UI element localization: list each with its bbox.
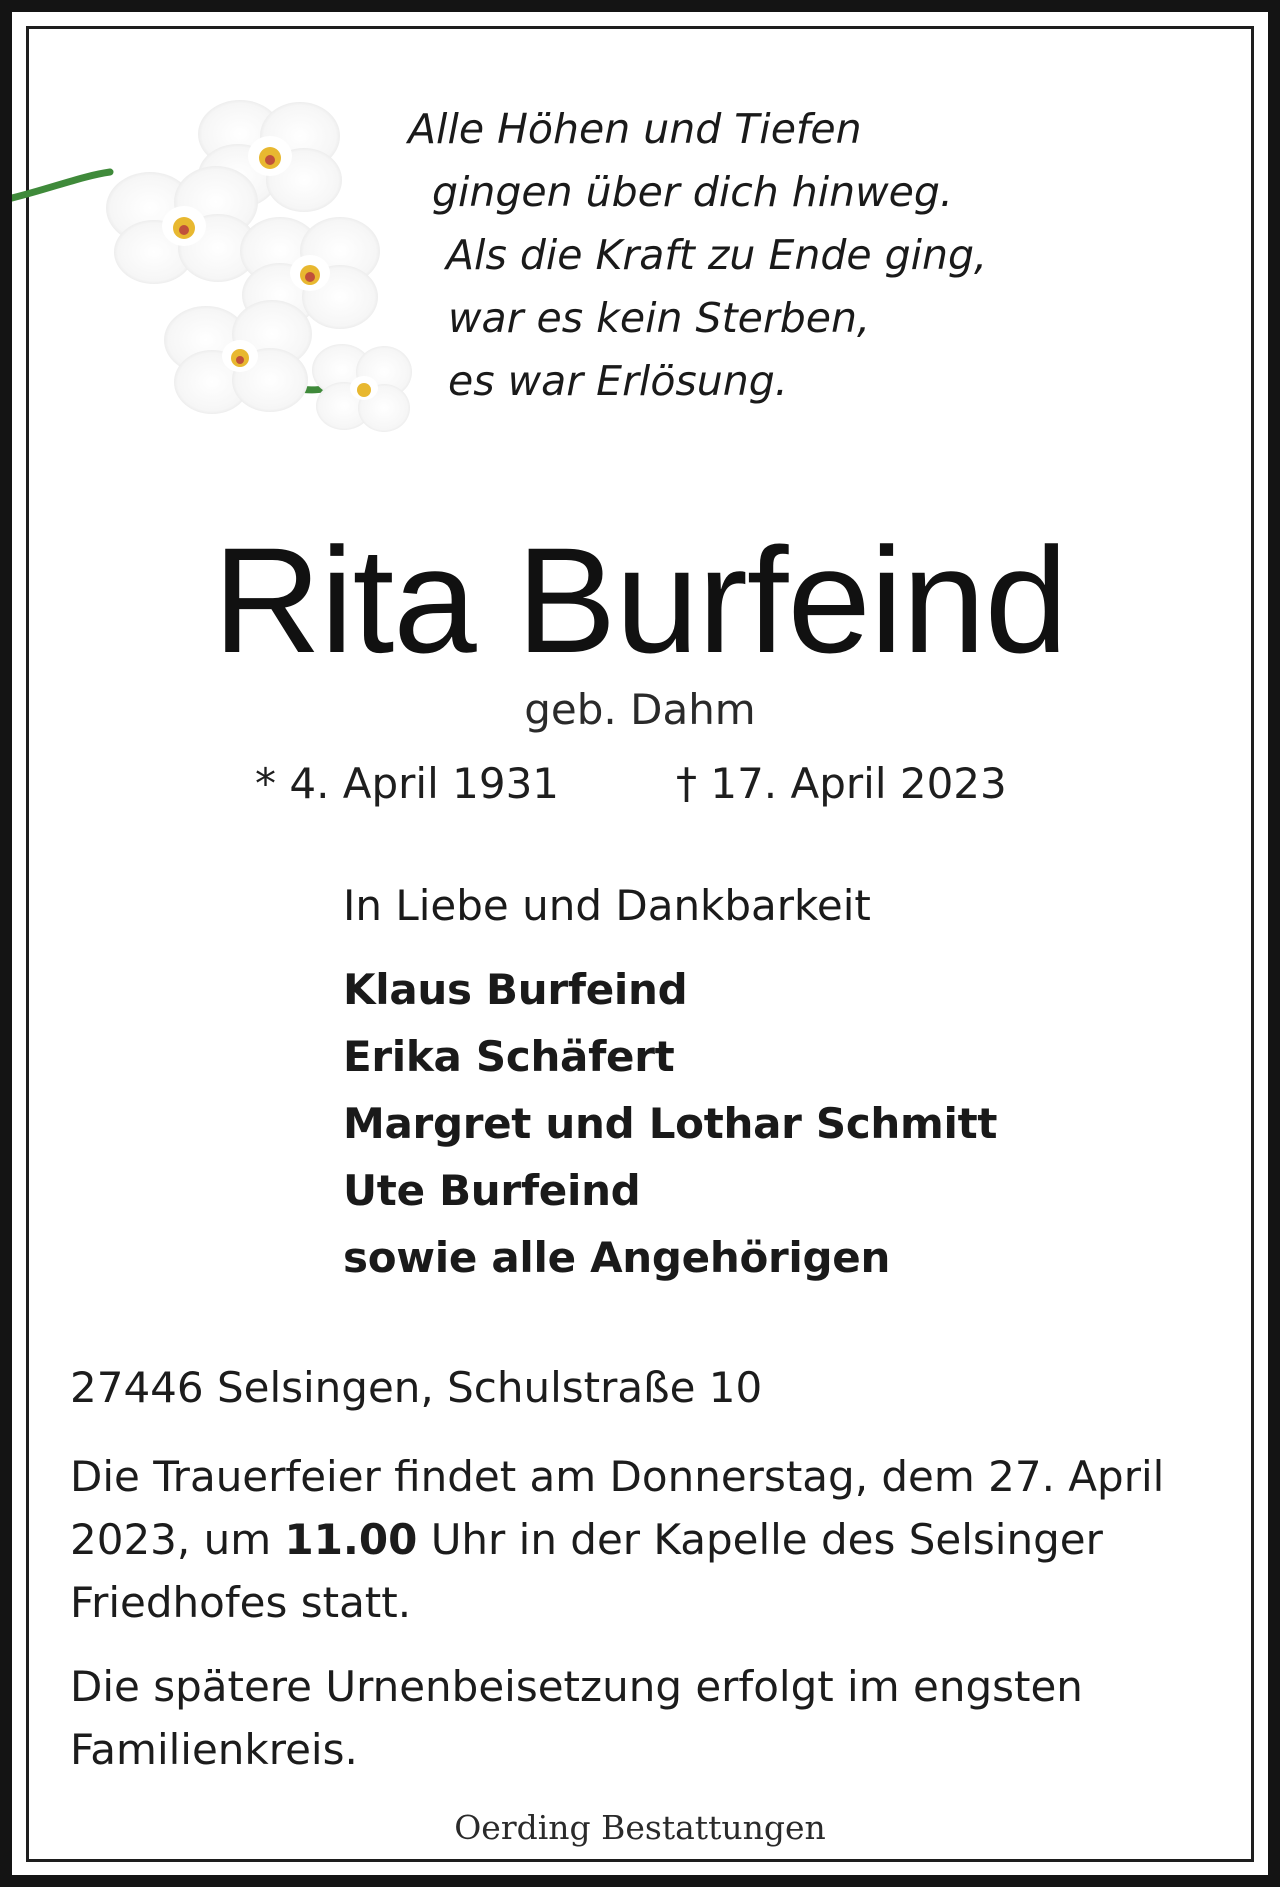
maiden-name: geb. Dahm [524, 685, 756, 734]
deceased-name: Rita Burfeind [212, 516, 1068, 684]
funeral-service-info [70, 1445, 1220, 1634]
death-date: † 17. April 2023 [676, 759, 1007, 808]
poem-line: es war Erlösung. [448, 357, 788, 405]
service-text-after: Uhr in der Kapelle des Selsinger Friedhofes statt. [70, 1515, 1103, 1627]
orchid-flower [106, 166, 258, 284]
mourner-name: Margret und Lothar Schmitt [343, 1099, 998, 1148]
poem-line: war es kein Sterben, [448, 294, 870, 342]
service-text-before: Die Trauerfeier findet am Donnerstag, dem 27. April 2023, um [70, 1452, 1165, 1564]
mourner-name: Erika Schäfert [343, 1032, 675, 1081]
poem-line: gingen über dich hinweg. [432, 168, 953, 216]
service-time: 11.00 [284, 1515, 418, 1564]
mourner-name: Klaus Burfeind [343, 965, 688, 1014]
mourner-name: sowie alle Angehörigen [343, 1233, 891, 1282]
urn-burial-info: Die spätere Urnenbeisetzung erfolgt im engsten Familienkreis. [70, 1662, 1083, 1774]
birth-date: * 4. April 1931 [255, 759, 560, 808]
mourners-intro: In Liebe und Dankbarkeit [343, 881, 871, 930]
orchid-icon [12, 68, 412, 458]
poem-line: Alle Höhen und Tiefen [408, 105, 862, 153]
address: 27446 Selsingen, Schulstraße 10 [70, 1363, 763, 1412]
orchid-flower [312, 344, 412, 432]
funeral-home-name: Oerding Bestattungen [454, 1808, 826, 1847]
memorial-poem [408, 98, 987, 413]
orchid-flower [164, 300, 312, 414]
poem-line: Als die Kraft zu Ende ging, [446, 231, 988, 279]
mourner-name: Ute Burfeind [343, 1166, 641, 1215]
mourners-list [343, 878, 997, 1291]
